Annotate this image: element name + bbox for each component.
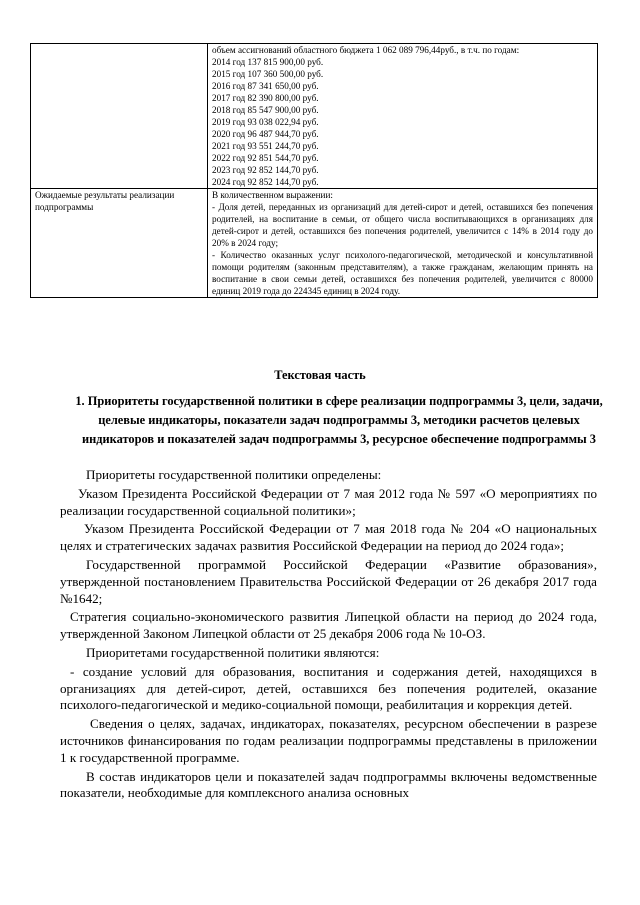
funding-year: 2018 год 85 547 900,00 руб. <box>212 105 319 115</box>
funding-value-cell <box>208 44 598 189</box>
results-heading: В количественном выражении: <box>212 190 333 200</box>
funding-year: 2022 год 92 851 544,70 руб. <box>212 153 319 163</box>
results-item: - Доля детей, переданных из организаций для детей-сирот и детей, оставшихся без попечения родителей, на воспитание в семьи, от общего числа воспитывающихся в организациях для детей-сирот и детей, оставшихся без попечения родителей, увеличится с 14% в 2014 году до 20% в 2024 году; <box>212 202 593 248</box>
paragraph: Стратегия социально-экономического развития Липецкой области на период до 2024 года, утвержденной Законом Липецкой области от 25 декабря 2006 года № 10-ОЗ. <box>60 609 597 642</box>
funding-label-cell <box>31 44 208 189</box>
paragraph: В состав индикаторов цели и показателей задач подпрограммы включены ведомственные показатели, необходимые для комплексного анализа основных <box>60 768 597 801</box>
funding-year: 2015 год 107 360 500,00 руб. <box>212 69 324 79</box>
funding-year: 2020 год 96 487 944,70 руб. <box>212 129 319 139</box>
paragraph: Указом Президента Российской Федерации от 7 мая 2018 года № 204 «О национальных целях и стратегических задачах развития Российской Федерации на период до 2024 года»; <box>60 521 597 554</box>
section-title: Текстовая часть <box>274 368 366 382</box>
paragraph: Приоритеты государственной политики определены: <box>86 467 382 482</box>
section-heading: 1. Приоритеты государственной политики в сфере реализации подпрограммы 3, цели, задачи, целевые индикаторы, показатели задач подпрограммы 3, методики расчетов целевых индикаторов и показателей задач подпрограммы 3, ресурсное обеспечение подпрограммы 3 <box>75 394 603 446</box>
funding-year: 2019 год 93 038 022,94 руб. <box>212 117 319 127</box>
paragraph: Сведения о целях, задачах, индикаторах, показателях, ресурсном обеспечении в разрезе источников финансирования по годам реализации подпрограммы представлены в приложении 1 к государственной программе. <box>60 716 597 765</box>
paragraph: Государственной программой Российской Федерации «Развитие образования», утвержденной постановлением Правительства Российской Федерации от 26 декабря 2017 года №1642; <box>60 556 597 606</box>
results-label: Ожидаемые результаты реализации подпрограммы <box>31 189 208 298</box>
paragraph: Приоритетами государственной политики являются: <box>86 644 380 660</box>
funding-row <box>31 44 598 189</box>
funding-year: 2016 год 87 341 650,00 руб. <box>212 81 319 91</box>
funding-year: 2023 год 92 852 144,70 руб. <box>212 165 319 175</box>
funding-intro: объем ассигнований областного бюджета 1 062 089 796,44руб., в т.ч. по годам: <box>212 45 520 55</box>
paragraph: - создание условий для образования, воспитания и содержания детей, находящихся в организациях для детей-сирот, детей, оставшихся без попечения родителей, оказание психолого-педагогической и медико-социальной помощи, реабилитация и коррекция детей. <box>60 663 597 713</box>
funding-year: 2014 год 137 815 900,00 руб. <box>212 57 324 67</box>
body-text <box>60 467 597 804</box>
funding-year: 2017 год 82 390 800,00 руб. <box>212 93 319 103</box>
funding-year: 2021 год 93 551 244,70 руб. <box>212 141 319 151</box>
paragraph: Указом Президента Российской Федерации от 7 мая 2012 года № 597 «О мероприятиях по реализации государственной социальной политики»; <box>60 485 597 518</box>
subprogram-passport-table <box>30 43 598 298</box>
results-row <box>31 189 598 298</box>
results-item: - Количество оказанных услуг психолого-педагогической, методической и консультативной помощи родителям (законным представителям), а также гражданам, желающим принять на воспитание в свои семьи детей, оставшихся без попечения родителей, увеличится с 80000 единиц 2019 года до 224345 единиц в 2024 году. <box>212 250 593 296</box>
results-value-cell <box>208 189 598 298</box>
funding-years-list <box>212 56 593 188</box>
funding-year: 2024 год 92 852 144,70 руб. <box>212 177 319 187</box>
